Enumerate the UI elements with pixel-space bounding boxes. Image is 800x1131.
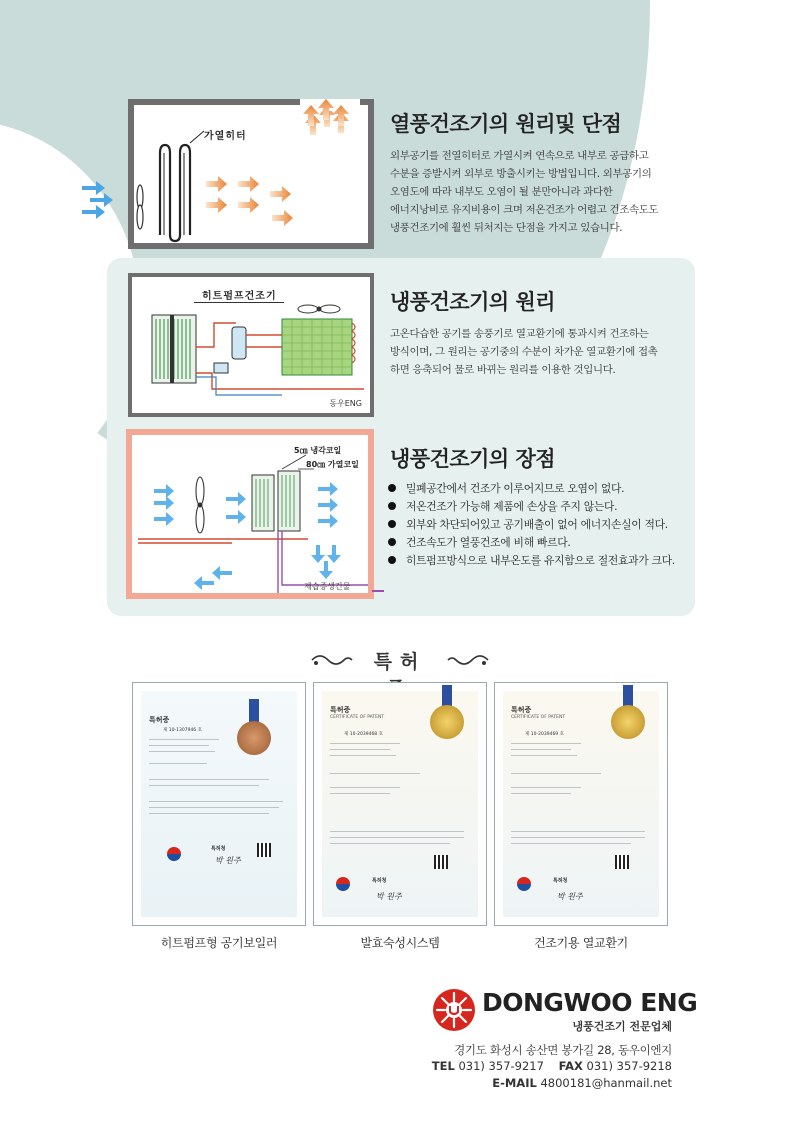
maker-label: 동우ENG — [329, 399, 362, 408]
seal-icon — [430, 705, 464, 739]
email-value[interactable]: 4800181@hanmail.net — [540, 1076, 672, 1090]
email-label: E-MAIL — [492, 1076, 537, 1090]
section1-title: 열풍건조기의 원리및 단점 — [390, 112, 622, 136]
coil1-label: 5㎝ 냉각코일 — [294, 446, 342, 455]
indoor-unit-icon — [152, 315, 196, 383]
cert-line — [149, 751, 215, 752]
patent-certificate-1 — [132, 682, 306, 926]
advantages-list — [388, 480, 675, 570]
cert-line — [149, 739, 219, 740]
drain-label: 제습증생긴물 — [304, 582, 351, 591]
cert-caption-2: 발효숙성시스템 — [360, 936, 440, 950]
cert-line — [149, 807, 279, 808]
section1-line: 수분을 증발시켜 외부로 방출시키는 방법입니다. 외부공기의 — [390, 168, 652, 180]
patent-certificate-3 — [494, 682, 668, 926]
seal-icon — [611, 705, 645, 739]
section1-line: 오염도에 따라 내부도 오염이 될 분만아니라 과다한 — [390, 186, 613, 198]
cert-caption-3: 건조기용 열교환기 — [534, 936, 628, 950]
section2-line: 고온다습한 공기를 송풍기로 열교환기에 통과시켜 건조하는 — [390, 328, 649, 340]
exhaust-arrows-top — [296, 96, 352, 126]
cert-line — [149, 813, 269, 814]
tel-label: TEL — [431, 1059, 455, 1073]
section1-line: 에너지낭비로 유지비용이 크며 저온건조가 어렵고 건조속도도 — [390, 204, 659, 216]
cert-line — [149, 779, 269, 780]
compressor-icon — [214, 327, 246, 373]
cert-subtitle: CERTIFICATE OF PATENT — [511, 715, 566, 720]
bullet-icon — [388, 556, 396, 564]
cert-line — [330, 773, 420, 774]
cert-title: 특허증 — [149, 716, 170, 724]
cert-line — [511, 831, 645, 832]
cert-line — [511, 773, 601, 774]
cert-line — [511, 743, 581, 744]
cert-line — [149, 801, 283, 802]
bullet-icon — [388, 484, 396, 492]
cert-line — [511, 793, 571, 794]
cert-number: 제 10-2039469 호 — [525, 732, 564, 737]
list-item: 히트펌프방식으로 내부온도를 유지함으로 절전효과가 크다. — [388, 552, 675, 570]
cert-line — [330, 749, 390, 750]
section1-line: 냉풍건조기에 훨씬 뒤처지는 단점을 가지고 있습니다. — [390, 222, 623, 234]
intake-arrows — [80, 180, 128, 220]
cert-line — [149, 763, 207, 764]
ornament-left-icon — [310, 652, 354, 668]
korea-emblem-icon — [517, 877, 531, 891]
cert-line — [330, 743, 400, 744]
fan-icon — [196, 477, 204, 533]
cert-line — [149, 785, 259, 786]
airflow-arrows — [154, 482, 341, 590]
cert-line — [330, 843, 450, 844]
cert-line — [149, 745, 209, 746]
heat-pump-label: 히트펌프건조기 — [202, 291, 277, 302]
coil-units-icon — [252, 471, 300, 531]
fax-label: FAX — [558, 1059, 583, 1073]
cert-signature: 박 원주 — [215, 856, 241, 865]
qr-code-icon — [615, 855, 629, 869]
qr-code-icon — [257, 843, 271, 857]
hot-air-arrows — [206, 176, 293, 226]
outdoor-coil-icon — [282, 319, 355, 375]
section2-line: 하면 응축되어 물로 바뀌는 원리를 이용한 것입니다. — [390, 364, 616, 376]
cert-office: 특허청 — [211, 846, 226, 852]
korea-emblem-icon — [167, 847, 181, 861]
cert-caption-1: 히트펌프형 공기보일러 — [160, 936, 278, 950]
company-address: 경기도 화성시 송산면 봉가길 28, 동우이엔지 — [454, 1043, 672, 1057]
patent-heading-block — [300, 646, 500, 674]
company-tagline: 냉풍건조기 전문업체 — [572, 1020, 672, 1033]
heat-pump-illustration — [132, 277, 370, 413]
cert-line — [330, 787, 400, 788]
company-logo-icon — [432, 988, 476, 1032]
cert-signature: 박 원주 — [557, 892, 583, 901]
cert-subtitle: CERTIFICATE OF PATENT — [330, 715, 385, 720]
section2-line: 방식이며, 그 원리는 공기중의 수분이 차가운 열교환기에 접촉 — [390, 346, 658, 358]
cert-title: 특허증 — [330, 706, 351, 714]
cert-signature: 박 원주 — [376, 892, 402, 901]
list-item: 건조속도가 열풍건조에 비해 빠르다. — [388, 534, 675, 552]
company-name: DONGWOO ENG — [482, 988, 698, 1017]
heat-pump-diagram — [128, 273, 374, 417]
cert-line — [511, 749, 571, 750]
seal-icon — [237, 721, 271, 755]
cert-line — [330, 837, 464, 838]
patent-heading: 특허 — [373, 651, 427, 673]
section1-line: 외부공기를 전열히터로 가열시켜 연속으로 내부로 공급하고 — [390, 150, 649, 162]
cert-office: 특허청 — [553, 878, 568, 884]
cert-line — [511, 755, 577, 756]
cert-line — [330, 793, 390, 794]
cert-line — [330, 831, 464, 832]
bullet-icon — [388, 520, 396, 528]
list-item: 외부와 차단되어있고 공기배출이 없어 에너지손실이 적다. — [388, 516, 675, 534]
list-item: 저온건조가 가능해 제품에 손상을 주지 않는다. — [388, 498, 675, 516]
drain-pipe-exit — [372, 590, 384, 592]
cert-line — [330, 755, 396, 756]
company-email-row — [400, 1076, 672, 1090]
heater-coil-icon — [160, 145, 190, 241]
bullet-icon — [388, 502, 396, 510]
cert-line — [511, 787, 581, 788]
fax-value: 031) 357-9218 — [586, 1059, 672, 1073]
cert-number: 제 10-1307946 호 — [163, 728, 202, 733]
bullet-icon — [388, 538, 396, 546]
section2-title: 냉풍건조기의 원리 — [390, 290, 556, 314]
coil2-label: 80㎝ 가열코일 — [306, 460, 359, 469]
cert-title: 특허증 — [511, 706, 532, 714]
fan-icon — [137, 185, 143, 229]
cert-line — [511, 843, 631, 844]
qr-code-icon — [434, 855, 448, 869]
heater-label: 가열히터 — [204, 131, 247, 142]
cold-air-diagram — [126, 429, 374, 599]
fan-icon — [298, 305, 340, 313]
cert-number: 제 10-2039468 호 — [344, 732, 383, 737]
company-phone-row — [400, 1059, 672, 1073]
tel-value: 031) 357-9217 — [458, 1059, 544, 1073]
cert-office: 특허청 — [372, 878, 387, 884]
list-item: 밀폐공간에서 건조가 이루어지므로 오염이 없다. — [388, 480, 675, 498]
section3-title: 냉풍건조기의 장점 — [390, 447, 556, 471]
cert-line — [511, 837, 645, 838]
patent-certificate-2 — [313, 682, 487, 926]
korea-emblem-icon — [336, 877, 350, 891]
ornament-right-icon — [446, 652, 490, 668]
